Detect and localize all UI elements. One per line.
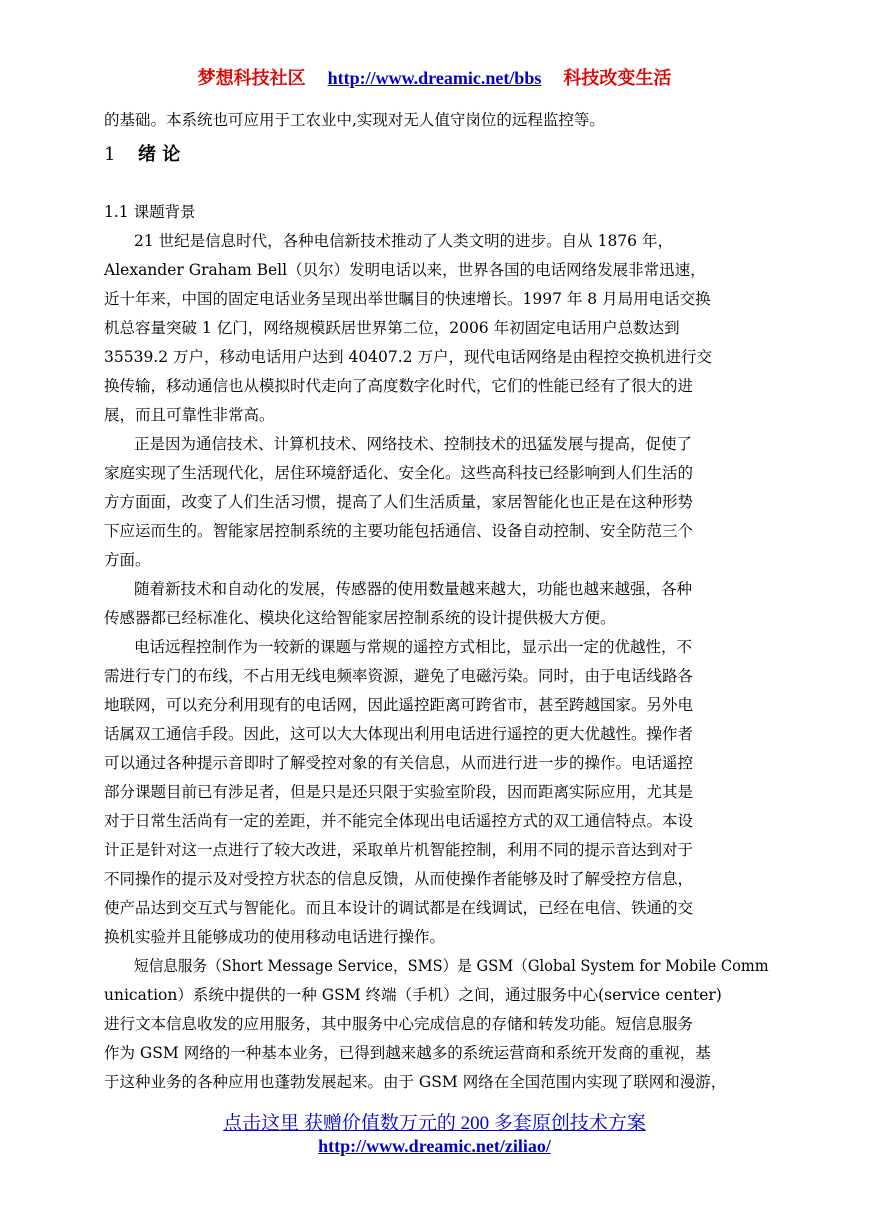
body-text-line: 21 世纪是信息时代，各种电信新技术推动了人类文明的进步。自从 1876 年， — [134, 232, 673, 250]
header-bbs-link[interactable]: http://www.dreamic.net/bbs — [327, 68, 542, 88]
body-text-line: 方面。 — [104, 551, 151, 569]
body-text-line: 机总容量突破 1 亿门，网络规模跃居世界第二位，2006 年初固定电话用户总数达到 — [104, 319, 680, 337]
body-text-line: 方方面面，改变了人们生活习惯，提高了人们生活质量，家居智能化也正是在这种形势 — [104, 493, 694, 511]
footer-ziliao-link[interactable]: http://www.dreamic.net/ziliao/ — [318, 1136, 551, 1156]
body-text-line: 作为 GSM 网络的一种基本业务，已得到越来越多的系统运营商和系统开发商的重视，基 — [104, 1044, 711, 1062]
body-text-line: 对于日常生活尚有一定的差距，并不能完全体现出电话遥控方式的双工通信特点。本设 — [104, 812, 694, 830]
body-text-line: 话属双工通信手段。因此，这可以大大体现出利用电话进行遥控的更大优越性。操作者 — [104, 725, 694, 743]
body-text-line: 计正是针对这一点进行了较大改进，采取单片机智能控制，利用不同的提示音达到对于 — [104, 841, 694, 859]
body-text-line: 换传输，移动通信也从模拟时代走向了高度数字化时代，它们的性能已经有了很大的进 — [104, 377, 694, 395]
body-text-line: 于这种业务的各种应用也蓬勃发展起来。由于 GSM 网络在全国范围内实现了联网和漫游， — [104, 1073, 727, 1091]
body-text-line: 进行文本信息收发的应用服务，其中服务中心完成信息的存储和转发功能。短信息服务 — [104, 1015, 694, 1033]
header-site-name: 梦想科技社区 — [197, 68, 306, 88]
body-text-line: 短信息服务（Short Message Service，SMS）是 GSM（Global System for Mobile Comm — [134, 957, 769, 975]
body-text-line: 35539.2 万户，移动电话用户达到 40407.2 万户，现代电话网络是由程控交换机进行交 — [104, 348, 712, 366]
body-text-line: 的基础。本系统也可应用于工农业中,实现对无人值守岗位的远程监控等。 — [104, 111, 605, 129]
body-text-line: 近十年来，中国的固定电话业务呈现出举世瞩目的快速增长。1997 年 8 月局用电话交换 — [104, 290, 711, 308]
body-text-line: 需进行专门的布线，不占用无线电频率资源，避免了电磁污染。同时，由于电话线路各 — [104, 667, 694, 685]
body-text-line: 展，而且可靠性非常高。 — [104, 406, 275, 424]
body-text-line: Alexander Graham Bell（贝尔）发明电话以来，世界各国的电话网络发展非常迅速， — [104, 261, 706, 279]
body-text-line: unication）系统中提供的一种 GSM 终端（手机）之间，通过服务中心(service center) — [104, 986, 722, 1004]
chapter-number: 1 — [104, 144, 116, 165]
body-text-line: 换机实验并且能够成功的使用移动电话进行操作。 — [104, 928, 446, 946]
body-text-line: 可以通过各种提示音即时了解受控对象的有关信息，从而进行进一步的操作。电话遥控 — [104, 754, 694, 772]
body-text-line: 地联网，可以充分利用现有的电话网，因此遥控距离可跨省市，甚至跨越国家。另外电 — [104, 696, 694, 714]
section-heading: 1.1 课题背景 — [104, 203, 196, 221]
page-header — [0, 64, 869, 90]
body-text-line: 下应运而生的。智能家居控制系统的主要功能包括通信、设备自动控制、安全防范三个 — [104, 522, 694, 540]
header-slogan: 科技改变生活 — [563, 68, 672, 88]
footer-promo-link[interactable]: 点击这里 获赠价值数万元的 200 多套原创技术方案 — [223, 1113, 646, 1134]
body-text-line: 不同操作的提示及对受控方状态的信息反馈，从而使操作者能够及时了解受控方信息， — [104, 870, 694, 888]
body-text-line: 正是因为通信技术、计算机技术、网络技术、控制技术的迅猛发展与提高，促使了 — [134, 435, 693, 453]
body-text-line: 电话远程控制作为一较新的课题与常规的遥控方式相比，显示出一定的优越性，不 — [134, 638, 693, 656]
body-text-line: 随着新技术和自动化的发展，传感器的使用数量越来越大，功能也越来越强，各种 — [134, 580, 693, 598]
chapter-heading — [104, 140, 180, 166]
body-text-line: 家庭实现了生活现代化，居住环境舒适化、安全化。这些高科技已经影响到人们生活的 — [104, 464, 694, 482]
chapter-title: 绪 论 — [138, 144, 181, 165]
body-text-line: 使产品达到交互式与智能化。而且本设计的调试都是在线调试，已经在电信、铁通的交 — [104, 899, 694, 917]
body-text-line: 部分课题目前已有涉足者，但是只是还只限于实验室阶段，因而距离实际应用，尤其是 — [104, 783, 694, 801]
body-text-line: 传感器都已经标准化、模块化这给智能家居控制系统的设计提供极大方便。 — [104, 609, 616, 627]
